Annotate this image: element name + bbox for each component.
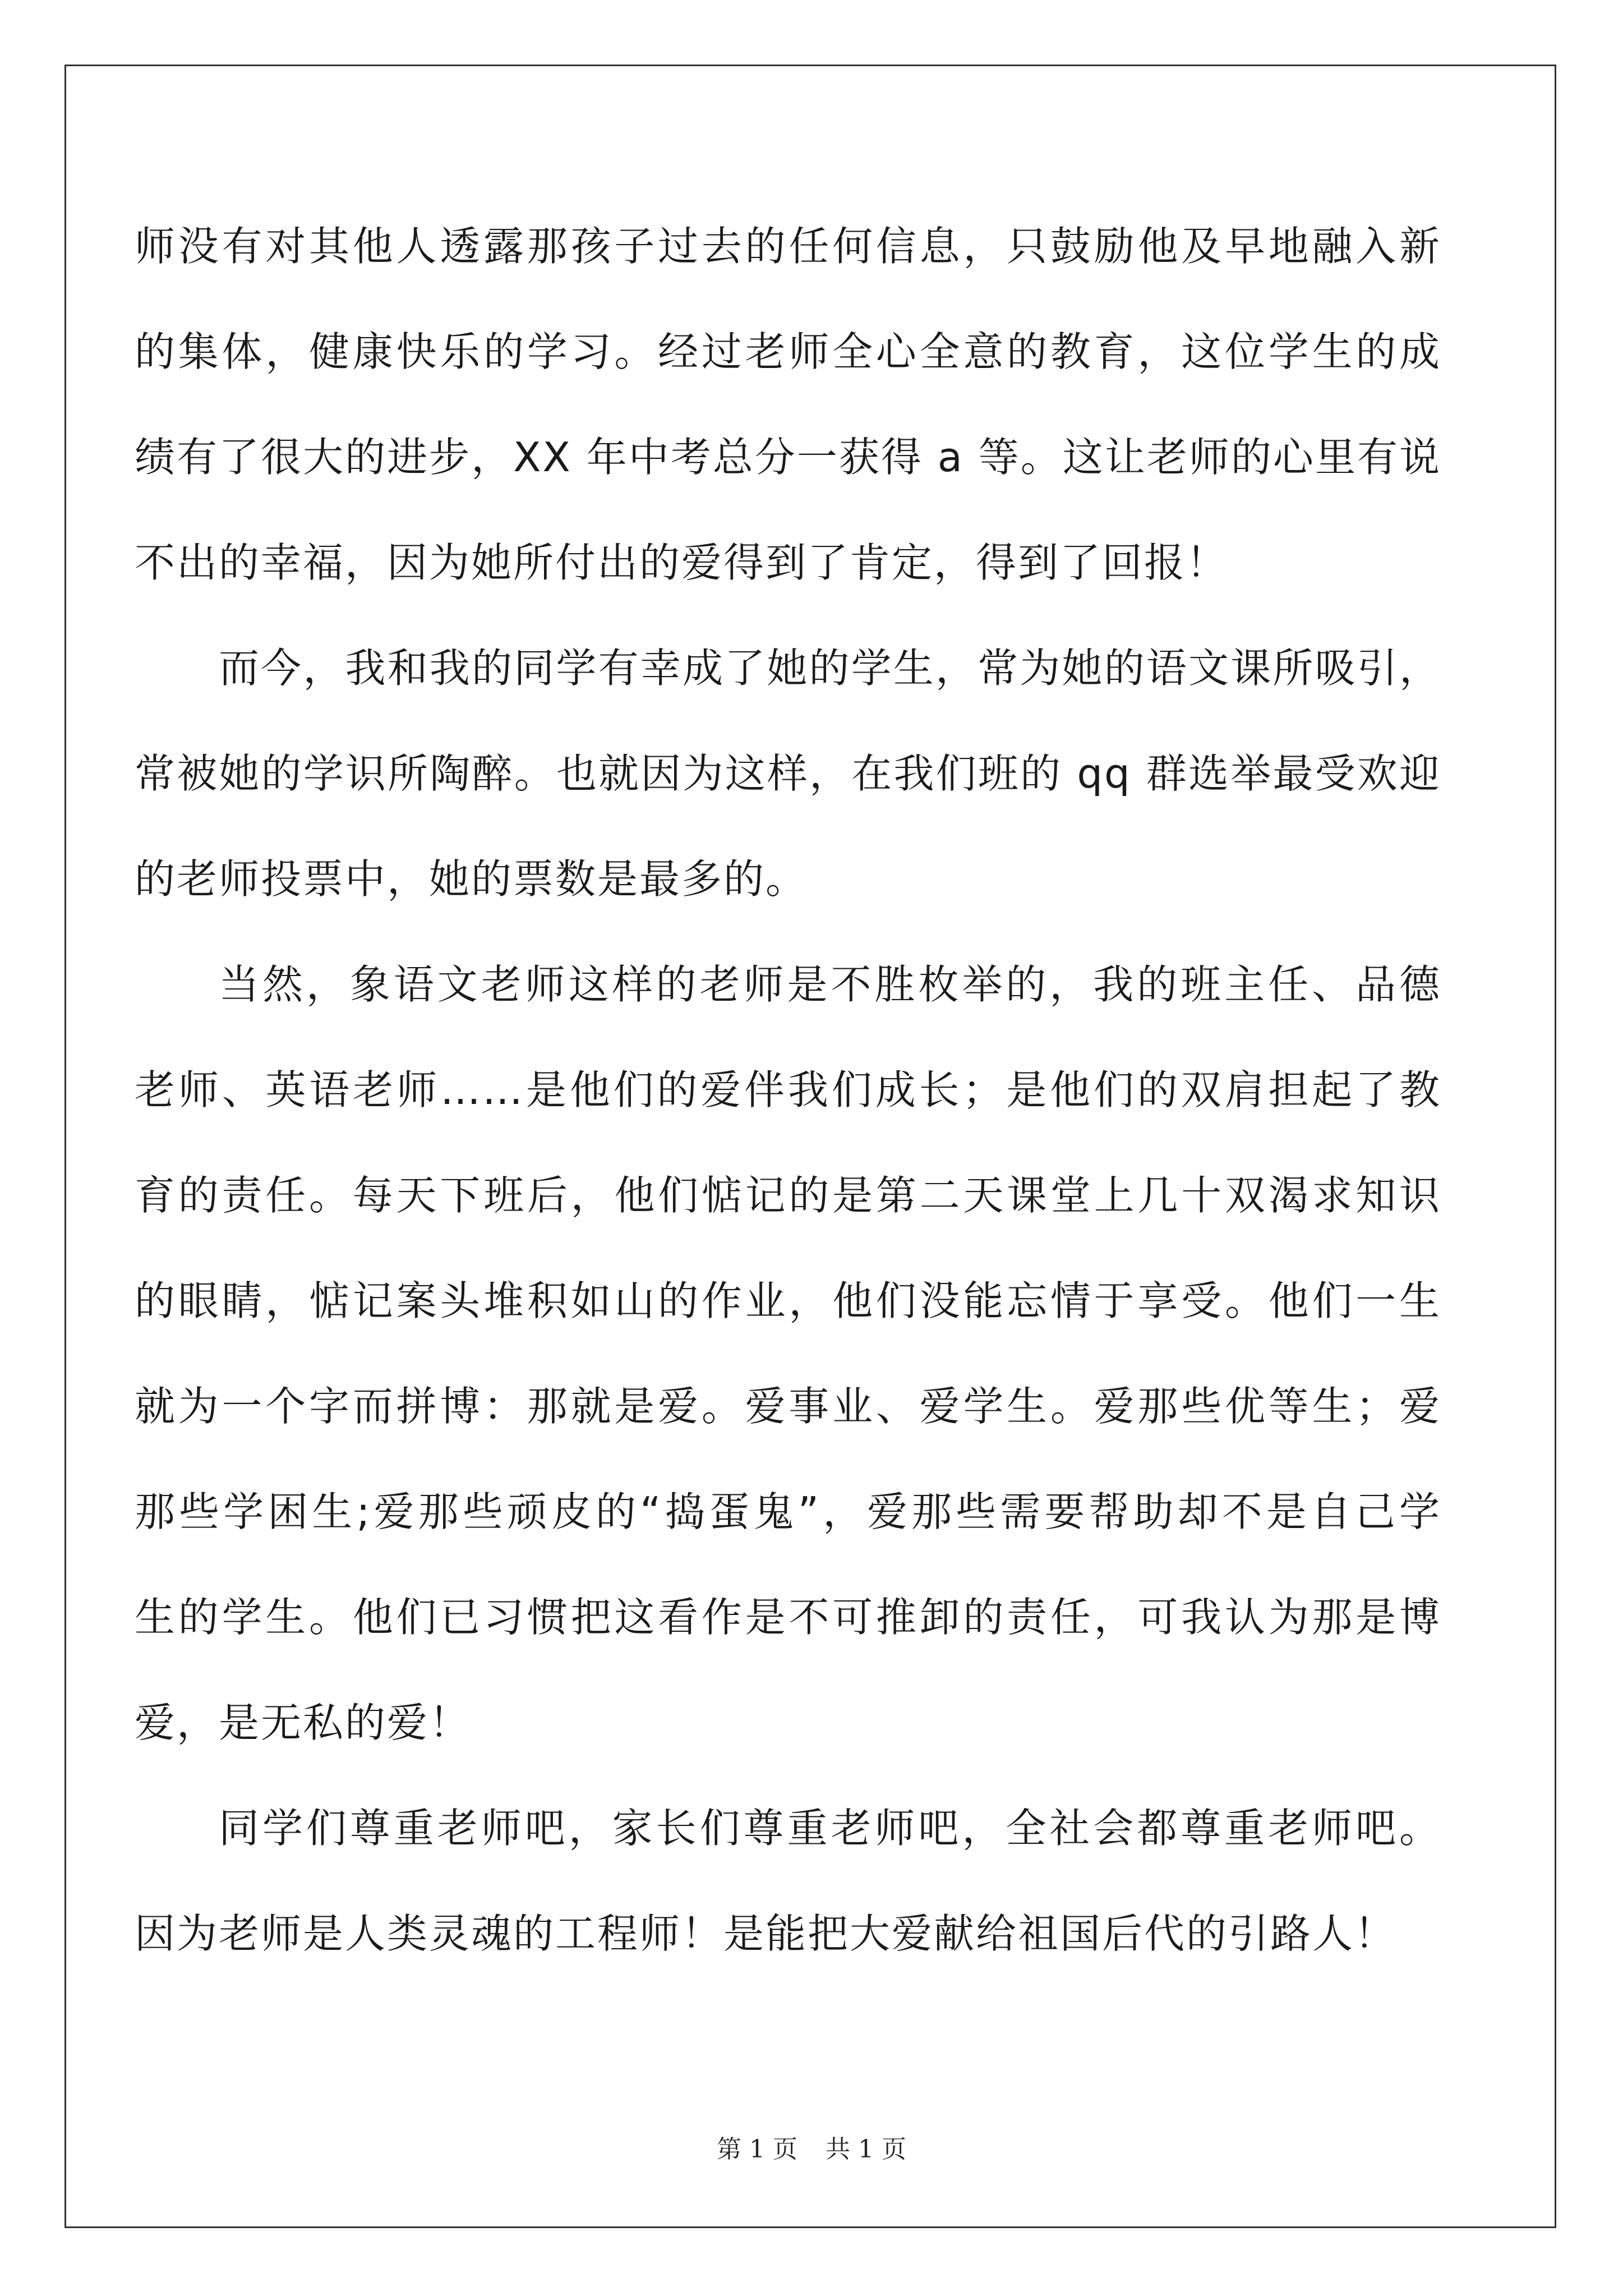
text-line: 而今，我和我的同学有幸成了她的学生，常为她的语文课所吸引， <box>219 645 1441 692</box>
page-total: 共 1 页 <box>826 2135 906 2164</box>
paragraph-2 <box>135 615 1441 932</box>
paragraph-4 <box>135 1775 1441 1986</box>
text-line: 那些学困生;爱那些顽皮的“捣蛋鬼”，爱那些需要帮助却不是自己学 <box>135 1488 1441 1535</box>
text-line: 当然，象语文老师这样的老师是不胜枚举的，我的班主任、品德 <box>219 961 1441 1008</box>
page-footer <box>0 2129 1623 2165</box>
text-line: 师没有对其他人透露那孩子过去的任何信息，只鼓励他及早地融入新 <box>135 223 1441 270</box>
text-line: 的集体，健康快乐的学习。经过老师全心全意的教育，这位学生的成 <box>135 328 1441 375</box>
text-line: 的眼睛，惦记案头堆积如山的作业，他们没能忘情于享受。他们一生 <box>135 1277 1441 1324</box>
paragraph-3 <box>135 932 1441 1775</box>
text-line: 生的学生。他们已习惯把这看作是不可推卸的责任，可我认为那是博 <box>135 1594 1441 1641</box>
text-line: 同学们尊重老师吧，家长们尊重老师吧，全社会都尊重老师吧。 <box>219 1805 1441 1852</box>
text-line: 老师、英语老师……是他们的爱伴我们成长；是他们的双肩担起了教 <box>135 1066 1441 1114</box>
text-line: 爱，是无私的爱！ <box>135 1699 472 1746</box>
text-line: 因为老师是人类灵魂的工程师！是能把大爱献给祖国后代的引路人！ <box>135 1910 1397 1957</box>
document-body <box>135 194 1441 1986</box>
page-number: 第 1 页 <box>717 2135 797 2164</box>
text-line: 就为一个字而拼博：那就是爱。爱事业、爱学生。爱那些优等生；爱 <box>135 1383 1441 1430</box>
text-line: 育的责任。每天下班后，他们惦记的是第二天课堂上几十双渴求知识 <box>135 1172 1441 1219</box>
text-line: 的老师投票中，她的票数是最多的。 <box>135 855 808 903</box>
text-line: 绩有了很大的进步，XX 年中考总分一获得 a 等。这让老师的心里有说 <box>135 434 1441 481</box>
paragraph-1 <box>135 194 1441 615</box>
text-line: 不出的幸福，因为她所付出的爱得到了肯定，得到了回报！ <box>135 539 1229 586</box>
text-line: 常被她的学识所陶醉。也就因为这样，在我们班的 qq 群选举最受欢迎 <box>135 750 1441 797</box>
